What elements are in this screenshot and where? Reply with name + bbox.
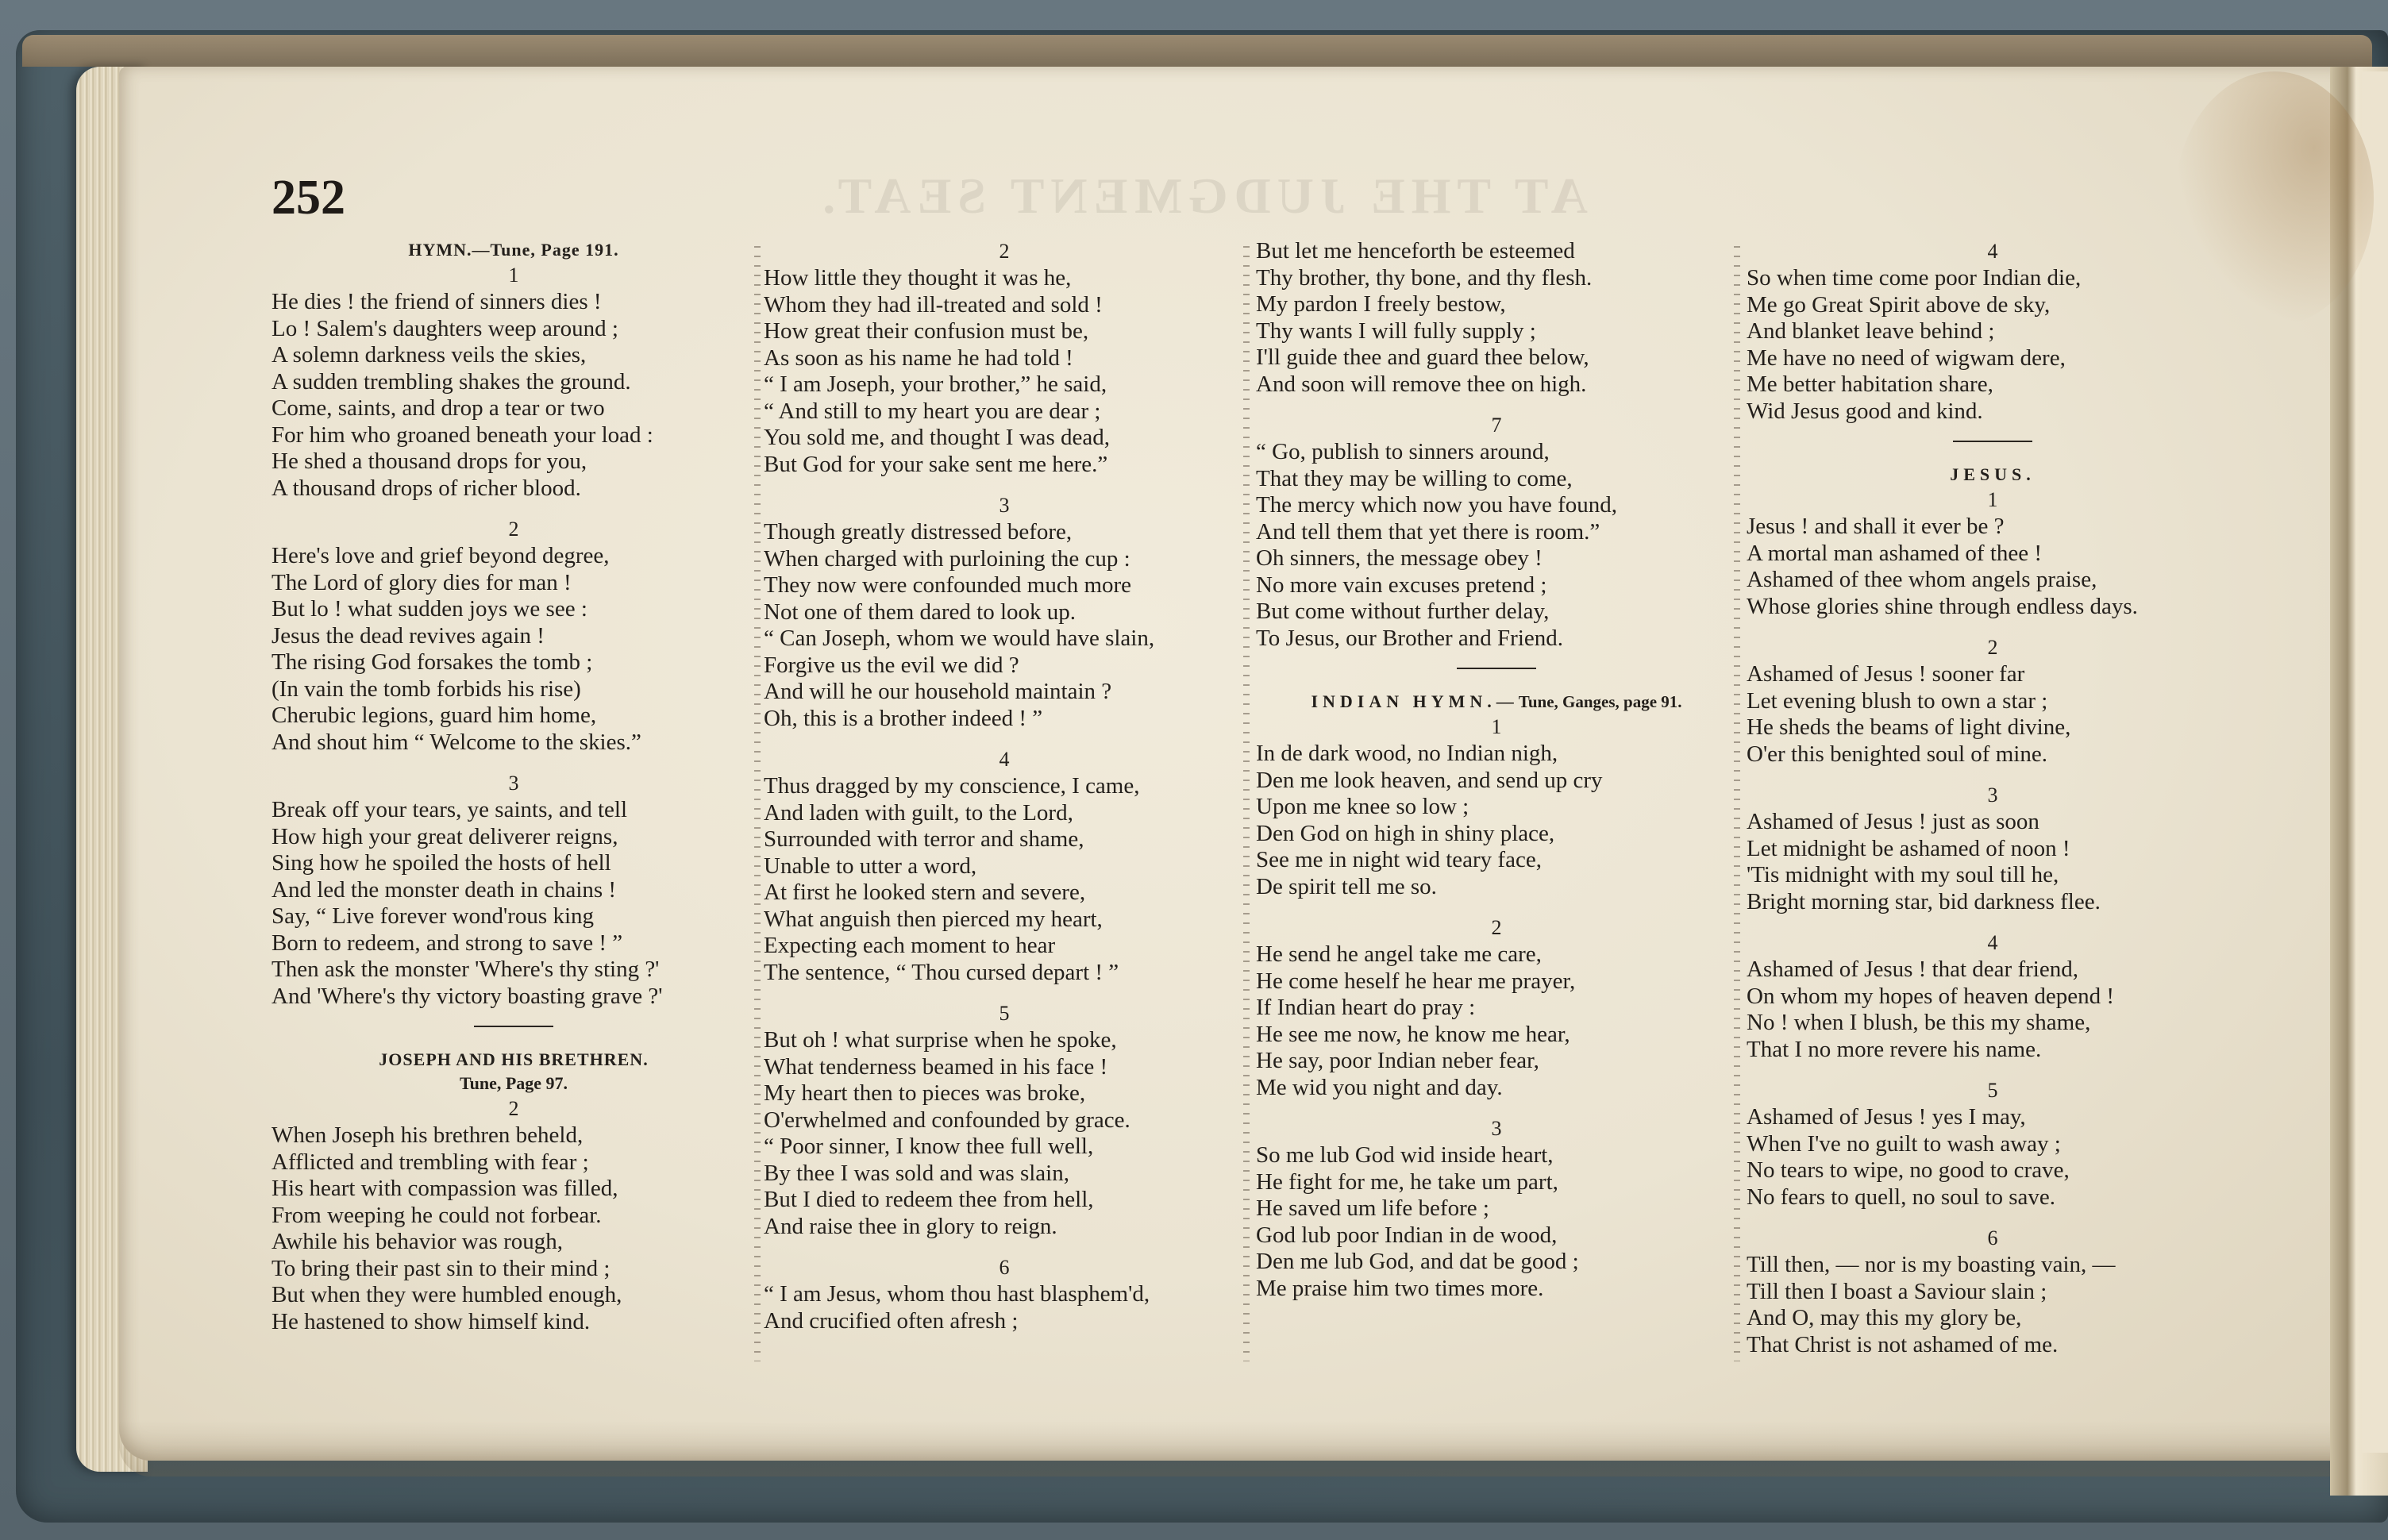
hymn-verse (764, 1240, 1245, 1334)
verse-line: The mercy which now you have found, (1256, 492, 1618, 518)
verse-line: A mortal man ashamed of thee ! (1747, 540, 2043, 566)
verse-line: But come without further delay, (1256, 599, 1550, 624)
verse-line: Me wid you night and day. (1256, 1074, 1503, 1100)
verse-line: O'erwhelmed and confounded by grace. (764, 1107, 1130, 1133)
hymn-section (272, 1026, 756, 1335)
verse-line: A solemn darkness veils the skies, (272, 342, 587, 368)
verse-line: He sheds the beams of light divine, (1747, 714, 2071, 740)
hymn-title (272, 1048, 756, 1072)
verse-line: And will he our household maintain ? (764, 679, 1112, 704)
verse-gap (764, 478, 1245, 492)
verse-line: Ashamed of Jesus ! just as soon (1747, 809, 2039, 834)
verse-line: See me in night wid teary face, (1256, 847, 1542, 872)
verse-number: 2 (1987, 636, 1998, 659)
verse-line: To Jesus, our Brother and Friend. (1256, 625, 1563, 651)
verse-line: Lo ! Salem's daughters weep around ; (272, 315, 618, 341)
verse-line: Den God on high in shiny place, (1256, 820, 1555, 846)
page-number: 252 (272, 171, 345, 225)
verse-gap (1747, 915, 2239, 930)
verse-line: Come, saints, and drop a tear or two (272, 395, 605, 421)
verse-line: And crucified often afresh ; (764, 1307, 1019, 1334)
hymn-title (272, 238, 756, 262)
verse-gap (1256, 1101, 1737, 1115)
verse-line: The rising God forsakes the tomb ; (272, 649, 593, 675)
verse-number: 3 (999, 494, 1010, 517)
verse-line: My pardon I freely bestow, (1256, 291, 1506, 317)
hymn-verse (1256, 398, 1737, 652)
verse-line: But lo ! what sudden joys we see : (272, 596, 587, 622)
verse-number: 3 (1491, 1117, 1502, 1140)
bleed-through-text: AT THE JUDGMENT SEAT. (816, 167, 1588, 224)
verse-number: 3 (1987, 783, 1998, 807)
hymn-title-text: JESUS. (1950, 464, 2036, 484)
verse-line: How high your great deliverer reigns, (272, 823, 618, 849)
hymn-verse (1256, 238, 1737, 398)
verse-line: Afflicted and trembling with fear ; (272, 1149, 589, 1175)
verse-line: Born to redeem, and strong to save ! ” (272, 930, 623, 956)
verse-line: De spirit tell me so. (1256, 873, 1437, 899)
page-shadow (119, 1421, 2350, 1476)
text-column-1 (272, 238, 756, 1335)
verse-number: 7 (1491, 414, 1502, 437)
verse-line: But oh ! what surprise when he spoke, (764, 1027, 1117, 1053)
hymn-verse (1747, 768, 2239, 915)
verse-line: His heart with compassion was filled, (272, 1176, 618, 1201)
verse-line: That I no more revere his name. (1747, 1036, 2042, 1062)
verse-line: And tell them that yet there is room.” (1256, 518, 1600, 545)
hymn-verse (1256, 900, 1737, 1101)
hymn-title (1256, 690, 1737, 714)
verse-line: At first he looked stern and severe, (764, 880, 1086, 905)
verse-gap (764, 1240, 1245, 1254)
verse-line: Break off your tears, ye saints, and tell (272, 797, 628, 822)
verse-line: If Indian heart do pray : (1256, 995, 1476, 1020)
verse-number: 6 (999, 1256, 1010, 1279)
hymn-verse (272, 502, 756, 756)
verse-line: When charged with purloining the cup : (764, 545, 1130, 572)
verse-line: Surrounded with terror and shame, (764, 826, 1084, 852)
verse-line: He send he angel take me care, (1256, 941, 1542, 967)
text-column-3 (1256, 238, 1737, 1302)
verse-line: In de dark wood, no Indian nigh, (1256, 741, 1558, 766)
verse-number: 4 (999, 748, 1010, 771)
verse-line: 'Tis midnight with my soul till he, (1747, 862, 2059, 887)
verse-line: Me better habitation share, (1747, 372, 1993, 397)
verse-line: Not one of them dared to look up. (764, 599, 1077, 625)
verse-number: 5 (1987, 1079, 1998, 1102)
verse-line: He fight for me, he take um part, (1256, 1168, 1558, 1195)
verse-line: You sold me, and thought I was dead, (764, 425, 1111, 450)
verse-line: Forgive us the evil we did ? (764, 652, 1019, 678)
verse-number: 1 (1987, 488, 1998, 511)
verse-line: My heart then to pieces was broke, (764, 1080, 1086, 1106)
verse-line: “ And still to my heart you are dear ; (764, 398, 1101, 424)
verse-gap (764, 986, 1245, 1000)
section-rule (474, 1026, 553, 1027)
verse-number: 4 (1987, 240, 1998, 263)
hymn-verse (764, 478, 1245, 732)
hymn-verse (1747, 238, 2239, 425)
verse-line: Ashamed of Jesus ! yes I may, (1747, 1104, 2026, 1130)
verse-line: He come heself he hear me prayer, (1256, 968, 1576, 994)
verse-gap (764, 732, 1245, 746)
hymn-verse (272, 756, 756, 1010)
verse-line: The sentence, “ Thou cursed depart ! ” (764, 959, 1119, 985)
facing-page-edge (2362, 71, 2388, 1453)
hymn-tune: Tune, Ganges, page 91. (1518, 692, 1682, 711)
verse-line: And laden with guilt, to the Lord, (764, 799, 1073, 826)
text-column-2 (764, 238, 1245, 1334)
verse-line: A thousand drops of richer blood. (272, 475, 581, 501)
verse-line: Ashamed of Jesus ! that dear friend, (1747, 957, 2078, 982)
verse-line: Let evening blush to own a star ; (1747, 687, 2048, 714)
verse-line: And blanket leave behind ; (1747, 318, 1995, 344)
hymn-verse (764, 732, 1245, 986)
verse-gap (1747, 620, 2239, 634)
verse-line: What tenderness beamed in his face ! (764, 1053, 1108, 1080)
verse-number: 1 (1491, 715, 1502, 738)
verse-gap (272, 756, 756, 770)
verse-line: “ Poor sinner, I know thee full well, (764, 1134, 1094, 1159)
verse-line: “ Go, publish to sinners around, (1256, 439, 1550, 464)
verse-line: And soon will remove thee on high. (1256, 371, 1587, 397)
verse-line: But when they were humbled enough, (272, 1282, 622, 1307)
verse-line: Thy wants I will fully supply ; (1256, 318, 1536, 344)
verse-line: He say, poor Indian neber fear, (1256, 1048, 1539, 1073)
verse-line: Bright morning star, bid darkness flee. (1747, 888, 2101, 914)
verse-line: That Christ is not ashamed of me. (1747, 1331, 2059, 1357)
verse-line: “ I am Joseph, your brother,” he said, (764, 372, 1107, 397)
verse-number: 1 (508, 264, 519, 287)
verse-line: Me praise him two times more. (1256, 1275, 1544, 1301)
verse-line: No more vain excuses pretend ; (1256, 572, 1547, 598)
verse-line: Awhile his behavior was rough, (272, 1229, 564, 1254)
verse-line: “ I am Jesus, whom thou hast blasphem'd, (764, 1281, 1150, 1307)
verse-line: When I've no guilt to wash away ; (1747, 1130, 2061, 1157)
hymn-tune: Tune, Page 97. (459, 1073, 568, 1093)
verse-line: Though greatly distressed before, (764, 519, 1073, 545)
verse-gap (1747, 1211, 2239, 1225)
hymn-section (1256, 668, 1737, 900)
verse-line: So me lub God wid inside heart, (1256, 1142, 1554, 1168)
verse-line: (In vain the tomb forbids his rise) (272, 676, 581, 702)
section-rule (1953, 441, 2032, 442)
section-rule (1457, 668, 1536, 669)
verse-line: Ashamed of Jesus ! sooner far (1747, 661, 2025, 687)
verse-line: “ Can Joseph, whom we would have slain, (764, 626, 1155, 651)
verse-line: Let midnight be ashamed of noon ! (1747, 835, 2070, 861)
verse-line: Den me lub God, and dat be good ; (1256, 1249, 1579, 1274)
verse-line: Thy brother, thy bone, and thy flesh. (1256, 264, 1593, 291)
verse-line: Oh sinners, the message obey ! (1256, 545, 1543, 571)
verse-line: Wid Jesus good and kind. (1747, 398, 1983, 424)
hymn-section (272, 238, 756, 502)
verse-number: 5 (999, 1002, 1010, 1025)
verse-line: He see me now, he know me hear, (1256, 1021, 1570, 1047)
verse-line: A sudden trembling shakes the ground. (272, 368, 631, 395)
verse-line: He saved um life before ; (1256, 1195, 1489, 1221)
verse-line: Jesus the dead revives again ! (272, 622, 545, 649)
text-column-4 (1747, 238, 2239, 1358)
verse-number: 6 (1987, 1226, 1998, 1249)
verse-number: 2 (1491, 916, 1502, 939)
verse-line: What anguish then pierced my heart, (764, 906, 1103, 932)
verse-line: Thus dragged by my conscience, I came, (764, 773, 1140, 799)
verse-line: On whom my hopes of heaven depend ! (1747, 983, 2115, 1009)
verse-gap (1256, 398, 1737, 412)
verse-line: But God for your sake sent me here.” (764, 451, 1108, 477)
verse-gap (1747, 1063, 2239, 1077)
hymn-verse (1747, 620, 2239, 768)
verse-line: He hastened to show himself kind. (272, 1308, 591, 1334)
verse-line: Jesus ! and shall it ever be ? (1747, 514, 2005, 539)
verse-line: They now were confounded much more (764, 572, 1132, 598)
verse-gap (1747, 768, 2239, 782)
verse-line: When Joseph his brethren beheld, (272, 1122, 584, 1148)
verse-line: How great their confusion must be, (764, 318, 1089, 344)
verse-number: 3 (508, 772, 519, 795)
verse-gap (1256, 900, 1737, 914)
verse-line: No ! when I blush, be this my shame, (1747, 1010, 2091, 1035)
verse-line: No fears to quell, no soul to save. (1747, 1184, 2056, 1210)
hymn-verse (1747, 1211, 2239, 1358)
verse-line: And 'Where's thy victory boasting grave ?' (272, 983, 663, 1009)
verse-line: Sing how he spoiled the hosts of hell (272, 850, 611, 876)
verse-line: O'er this benighted soul of mine. (1747, 741, 2047, 767)
verse-line: As soon as his name he had told ! (764, 345, 1073, 371)
hymn-title (1747, 463, 2239, 487)
verse-line: God lub poor Indian in de wood, (1256, 1222, 1558, 1248)
verse-line: Till then I boast a Saviour slain ; (1747, 1278, 2047, 1304)
verse-number: 2 (508, 1097, 519, 1120)
verse-line: Expecting each moment to hear (764, 933, 1056, 958)
verse-line: Cherubic legions, guard him home, (272, 703, 597, 728)
verse-line: I'll guide thee and guard thee below, (1256, 345, 1589, 370)
verse-line: That they may be willing to come, (1256, 465, 1573, 491)
hymn-verse (764, 986, 1245, 1240)
verse-line: Ashamed of thee whom angels praise, (1747, 567, 2097, 592)
verse-line: He dies ! the friend of sinners dies ! (272, 289, 602, 314)
hymn-verse (1747, 915, 2239, 1063)
verse-line: Den me look heaven, and send up cry (1256, 767, 1603, 793)
verse-line: And led the monster death in chains ! (272, 876, 617, 903)
verse-line: So when time come poor Indian die, (1747, 265, 2082, 291)
verse-line: And raise thee in glory to reign. (764, 1213, 1057, 1239)
verse-line: Till then, — nor is my boasting vain, — (1747, 1252, 2116, 1277)
verse-line: Whom they had ill-treated and sold ! (764, 291, 1103, 318)
verse-line: By thee I was sold and was slain, (764, 1160, 1069, 1186)
verse-line: Then ask the monster 'Where's thy sting ?' (272, 957, 660, 982)
verse-line: Say, “ Live forever wond'rous king (272, 903, 595, 929)
hymn-title-text: JOSEPH AND HIS BRETHREN. (379, 1049, 649, 1069)
verse-line: He shed a thousand drops for you, (272, 449, 587, 474)
verse-gap (272, 502, 756, 516)
verse-line: From weeping he could not forbear. (272, 1202, 602, 1228)
verse-line: And O, may this my glory be, (1747, 1305, 2022, 1330)
verse-line: Here's love and grief beyond degree, (272, 543, 610, 568)
verse-line: Unable to utter a word, (764, 853, 977, 879)
verse-line: Whose glories shine through endless days. (1747, 593, 2138, 619)
verse-line: For him who groaned beneath your load : (272, 422, 653, 448)
verse-line: But let me henceforth be esteemed (1256, 238, 1575, 264)
hymn-verse (1256, 1101, 1737, 1302)
verse-line: But I died to redeem thee from hell, (764, 1187, 1094, 1212)
hymn-title-text: HYMN.—Tune, Page 191. (408, 240, 619, 260)
verse-line: Upon me knee so low ; (1256, 794, 1469, 819)
hymn-verse (1747, 1063, 2239, 1211)
verse-line: Me go Great Spirit above de sky, (1747, 291, 2051, 318)
verse-number: 2 (508, 518, 519, 541)
verse-line: No tears to wipe, no good to crave, (1747, 1157, 2070, 1183)
cover-edge (22, 35, 2372, 67)
verse-line: To bring their past sin to their mind ; (272, 1255, 610, 1281)
hymn-title-text: INDIAN HYMN.— (1311, 691, 1519, 711)
verse-line: How little they thought it was he, (764, 265, 1072, 291)
verse-line: Oh, this is a brother indeed ! ” (764, 705, 1043, 731)
hymn-verse (764, 238, 1245, 478)
verse-number: 2 (999, 240, 1010, 263)
hymn-section (1747, 441, 2239, 620)
verse-number: 4 (1987, 931, 1998, 954)
verse-line: And shout him “ Welcome to the skies.” (272, 729, 641, 755)
verse-line: Me have no need of wigwam dere, (1747, 345, 2066, 371)
verse-line: The Lord of glory dies for man ! (272, 569, 572, 595)
